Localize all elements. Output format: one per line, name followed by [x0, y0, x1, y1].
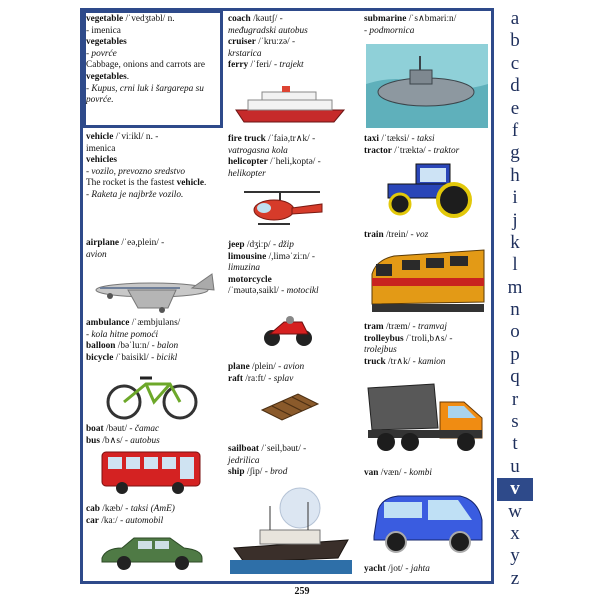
ipa: /bəˈluːn/ -	[117, 341, 155, 352]
entry-van	[364, 468, 490, 480]
page-number: 259	[294, 586, 310, 597]
letter-tab-n[interactable]: n	[510, 299, 520, 321]
letter-tab-v[interactable]: v	[497, 478, 533, 500]
bus-image	[98, 448, 204, 496]
headword-raft: raft	[228, 373, 243, 384]
translation: krstarica	[228, 48, 262, 59]
train-image	[366, 244, 490, 320]
plural: vehicles	[86, 155, 117, 166]
letter-tab-f[interactable]: f	[511, 119, 519, 141]
ipa: /jot/ -	[388, 564, 409, 574]
headword-limousine: limousine	[228, 251, 267, 262]
ipa: /ˈkruːzə/ -	[258, 37, 296, 48]
letter-tab-u[interactable]: u	[510, 455, 520, 477]
translation: limuzina	[228, 263, 261, 274]
letter-tab-g[interactable]: g	[510, 142, 520, 164]
ferry-image	[234, 86, 346, 126]
headword-car: car	[86, 515, 99, 526]
headword-ferry: ferry	[228, 60, 249, 71]
entry-boat	[86, 424, 224, 447]
ipa: /ˈbaisikl/ -	[115, 352, 155, 363]
ipa: /bəut/ -	[105, 424, 133, 434]
ipa: /kaː/ -	[101, 515, 124, 526]
ipa: /ˈviːikl/ n. -	[115, 132, 159, 142]
raft-image	[258, 388, 322, 424]
translation: jedrilica	[228, 455, 260, 466]
translation: džip	[278, 240, 294, 250]
ipa: /ˈseil,bəut/ -	[261, 444, 307, 454]
entry-submarine	[364, 14, 490, 37]
headword-tractor: tractor	[364, 145, 392, 156]
letter-tab-p[interactable]: p	[510, 343, 520, 365]
ipa: /raːft/ -	[245, 373, 272, 384]
letter-tab-c[interactable]: c	[510, 52, 520, 74]
ipa: /ˈferi/ -	[250, 60, 278, 71]
letter-tab-q[interactable]: q	[510, 366, 520, 388]
example: The rocket is the fastest	[86, 178, 175, 189]
translation: trolejbus	[364, 345, 397, 356]
ipa: /ˈæmbjuləns/	[131, 318, 181, 328]
example-end: .	[126, 71, 130, 82]
entry-cab	[86, 504, 224, 527]
van-image	[368, 490, 486, 556]
example-word: vehicle	[176, 178, 204, 189]
headword-cruiser: cruiser	[228, 37, 256, 48]
entry-coach	[228, 14, 358, 72]
headword-helicopter: helicopter	[228, 157, 268, 168]
translation: traktor	[433, 145, 460, 156]
ipa: /ˈs∧bməriːn/	[408, 14, 457, 24]
entry-vehicle	[86, 132, 224, 202]
headword: sailboat	[228, 444, 259, 454]
helicopter-image	[240, 186, 326, 232]
letter-tab-y[interactable]: y	[510, 545, 520, 567]
headword: train	[364, 230, 384, 240]
letter-tab-b[interactable]: b	[510, 30, 520, 52]
headword-bus: bus	[86, 435, 100, 446]
translation: trajekt	[279, 60, 304, 71]
ipa: /væn/ -	[380, 468, 407, 478]
letter-tab-o[interactable]: o	[510, 321, 520, 343]
entry-plane	[228, 362, 358, 385]
bicycle-image	[104, 370, 200, 422]
letter-tab-x[interactable]: x	[510, 522, 520, 544]
headword: boat	[86, 424, 104, 434]
translation: brod	[270, 467, 288, 478]
example-word: vegetables	[86, 71, 127, 82]
ipa: /plein/ -	[252, 362, 282, 372]
entry-train	[364, 230, 490, 242]
headword-balloon: balloon	[86, 341, 116, 352]
headword: submarine	[364, 14, 407, 24]
example-end: .	[204, 178, 207, 189]
entry-taxi	[364, 134, 490, 157]
translation: - kola hitne pomoći	[86, 329, 159, 340]
entry-yacht	[364, 564, 490, 576]
translation: taksi (AmE)	[130, 504, 175, 514]
ipa: /b∧s/ -	[102, 435, 128, 446]
ipa: /kəutʃ/ -	[253, 14, 283, 24]
ipa: /,liməˈziːn/ -	[268, 251, 316, 262]
translation: autobus	[130, 435, 160, 446]
letter-tab-w[interactable]: w	[508, 500, 522, 522]
headword: taxi	[364, 134, 379, 144]
entry-vegetable	[86, 14, 224, 107]
translation: avion	[86, 249, 107, 260]
translation: balon	[157, 341, 179, 352]
ipa: /ˈtæksi/ -	[381, 134, 415, 144]
translation: kamion	[418, 356, 446, 367]
translation: motocikl	[286, 286, 319, 297]
car-image	[98, 530, 206, 572]
ipa: /trein/ -	[385, 230, 414, 240]
ipa: /dʒiːp/ -	[246, 240, 277, 250]
entry-jeep	[228, 240, 358, 298]
submarine-image	[366, 44, 488, 128]
example-translation: - Kupus, crni luk i šargarepa su povrće.	[86, 83, 204, 106]
ipa: /kæb/ -	[102, 504, 129, 514]
headword-bicycle: bicycle	[86, 352, 114, 363]
translation: tramvaj	[417, 322, 447, 332]
headword: jeep	[228, 240, 245, 250]
letter-tab-s[interactable]: s	[511, 411, 519, 433]
entry-tram	[364, 322, 490, 368]
letter-tab-e[interactable]: e	[510, 97, 520, 119]
ipa: /ˈtræktə/ -	[394, 145, 432, 156]
alphabet-index	[497, 8, 533, 590]
headword-motorcycle: motorcycle	[228, 274, 272, 285]
translation: međugradski autobus	[228, 25, 308, 36]
translation: helikopter	[228, 168, 266, 179]
letter-tab-m[interactable]: m	[507, 276, 523, 298]
translation: bicikl	[156, 352, 178, 363]
translation: kombi	[409, 468, 432, 478]
ipa: /ʃip/ -	[246, 467, 268, 478]
letter-tab-l[interactable]: l	[512, 254, 518, 276]
entry-fire-truck	[228, 134, 358, 180]
entry-airplane	[86, 238, 224, 261]
plural: vegetables	[86, 37, 127, 48]
plural-translation: - vozilo, prevozno sredstvo	[86, 166, 185, 177]
translation: taksi	[416, 134, 435, 144]
headword-ship: ship	[228, 467, 245, 478]
ipa: /ˈtroli,b∧s/ -	[405, 333, 453, 344]
letter-tab-a[interactable]: a	[510, 8, 520, 29]
entry-ambulance	[86, 318, 224, 364]
headword-truck: truck	[364, 356, 386, 367]
headword-trolleybus: trolleybus	[364, 333, 404, 344]
headword: yacht	[364, 564, 386, 574]
translation: automobil	[125, 515, 164, 526]
ipa: /træm/ -	[385, 322, 416, 332]
headword: cab	[86, 504, 100, 514]
plural-translation: - povrće	[86, 48, 117, 59]
airplane-image	[88, 266, 216, 316]
letter-tab-h[interactable]: h	[510, 164, 520, 186]
headword: fire truck	[228, 134, 266, 144]
truck-image	[364, 380, 490, 456]
tractor-image	[380, 160, 478, 218]
letter-tab-r[interactable]: r	[511, 388, 519, 410]
headword: vehicle	[86, 132, 114, 142]
translation: splav	[273, 373, 294, 384]
example-translation: - Raketa je najbrže vozilo.	[86, 189, 184, 200]
headword: airplane	[86, 238, 120, 248]
entry-sailboat	[228, 444, 358, 479]
motorcycle-image	[260, 312, 316, 348]
ipa: /ˈfaiə,tr∧k/ -	[268, 134, 316, 144]
headword: ambulance	[86, 318, 130, 328]
headword: vegetable	[86, 14, 124, 24]
letter-tab-k[interactable]: k	[510, 231, 520, 253]
part-of-speech: imenica	[86, 143, 116, 154]
letter-tab-i[interactable]: i	[512, 187, 518, 209]
letter-tab-t[interactable]: t	[512, 433, 518, 455]
headword: plane	[228, 362, 250, 372]
headword: van	[364, 468, 379, 478]
ipa: /ˈməutə,saikl/ -	[228, 286, 285, 297]
part-of-speech: - imenica	[86, 25, 121, 36]
ipa: /tr∧k/ -	[388, 356, 416, 367]
letter-tab-j[interactable]: j	[512, 209, 518, 231]
headword: tram	[364, 322, 384, 332]
example: Cabbage, onions and carrots are	[86, 60, 206, 71]
translation: voz	[415, 230, 429, 240]
letter-tab-d[interactable]: d	[510, 75, 520, 97]
ipa: /ˈheli,koptə/ -	[270, 157, 321, 168]
translation: vatrogasna kola	[228, 145, 288, 156]
letter-tab-z[interactable]: z	[510, 567, 520, 589]
ipa: /ˈeə,plein/ -	[121, 238, 165, 248]
translation: jahta	[410, 564, 430, 574]
ship-image	[230, 486, 352, 574]
translation: - podmornica	[364, 25, 415, 36]
translation: čamac	[134, 424, 160, 434]
headword: coach	[228, 14, 251, 24]
translation: avion	[283, 362, 305, 372]
ipa: /ˈvedʒtəbl/ n.	[125, 14, 175, 24]
